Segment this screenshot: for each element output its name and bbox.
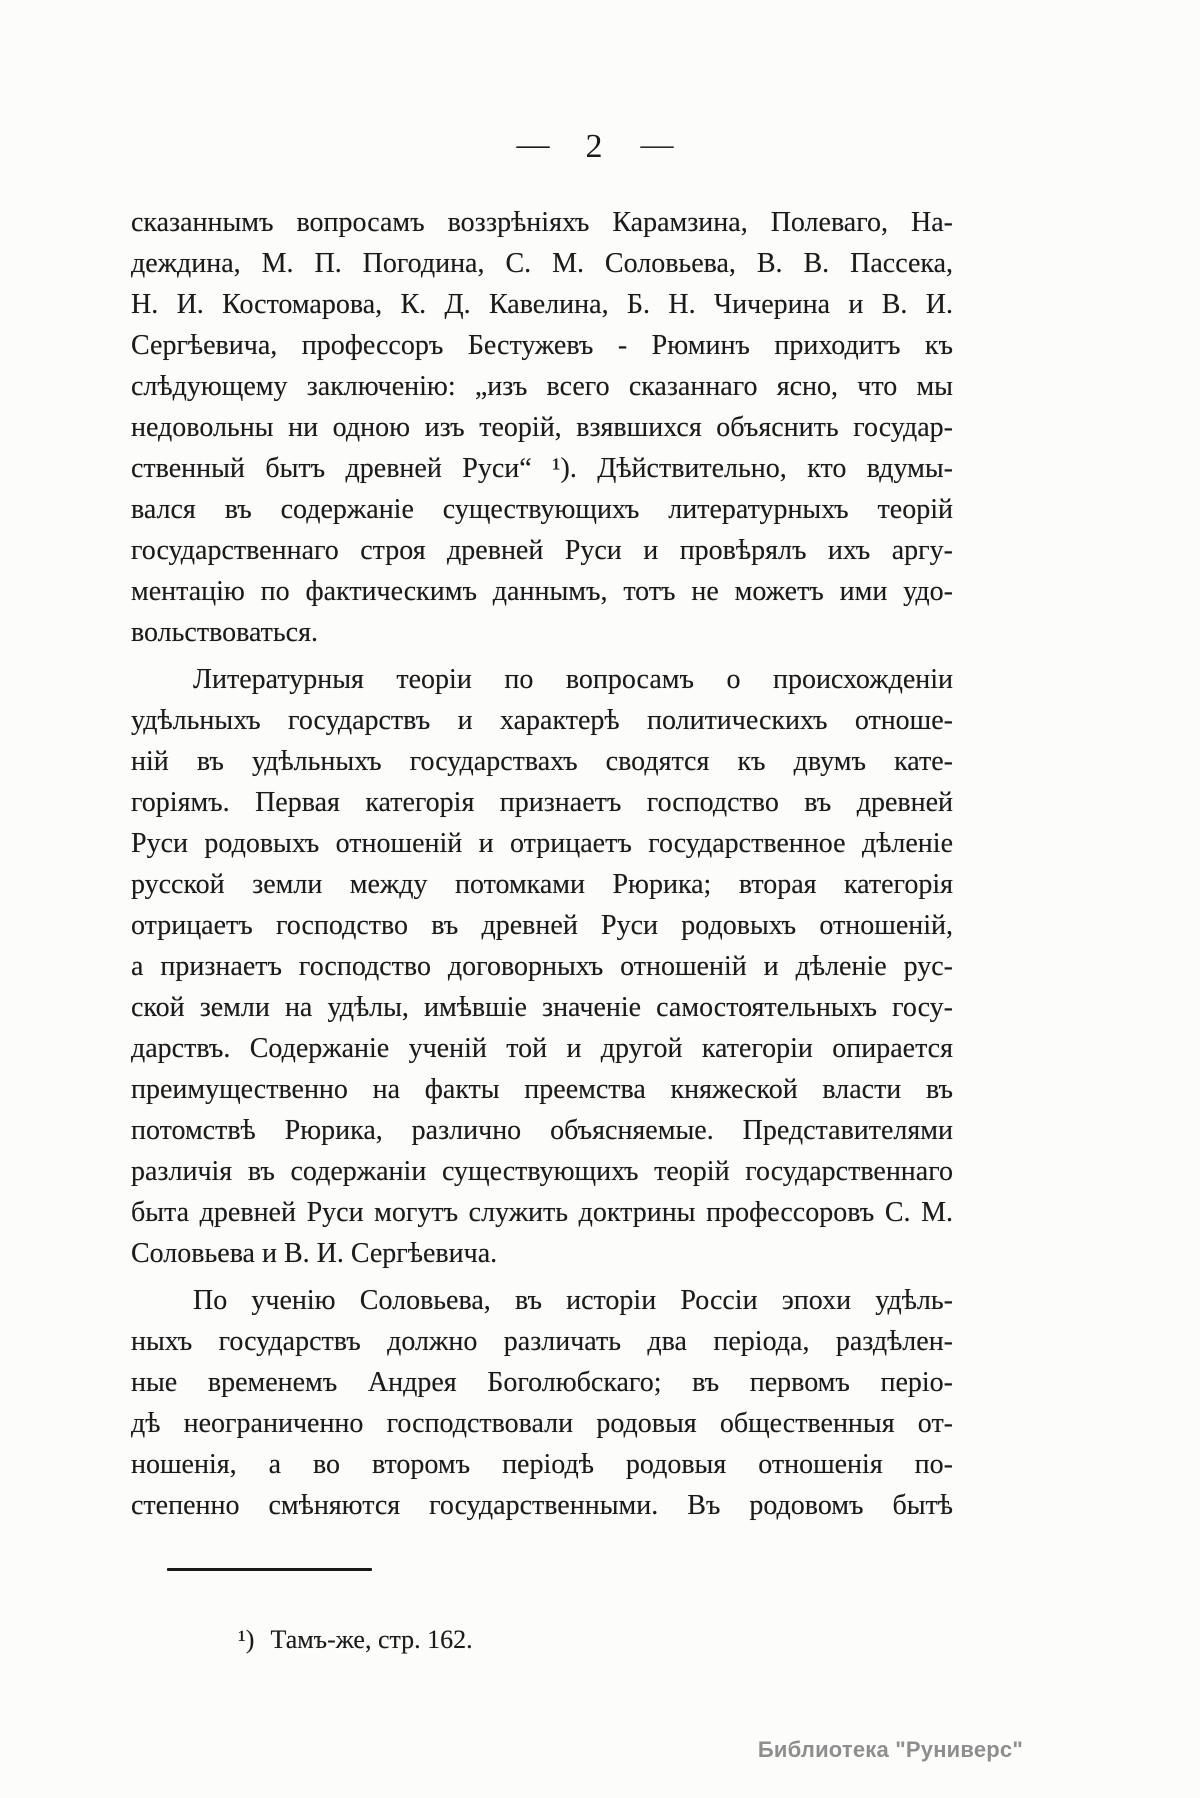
header-left-dash: — — [516, 126, 548, 163]
text-line: сказаннымъ вопросамъ воззрѣніяхъ Карамзина, Полеваго, На- — [131, 207, 953, 238]
footnote-divider — [167, 1568, 372, 1571]
text-line: вольствоваться. — [131, 617, 318, 648]
text-line: ныхъ государствъ должно различать два періода, раздѣлен- — [131, 1326, 953, 1357]
text-line: ные временемъ Андрея Боголюбскаго; въ первомъ періо- — [131, 1367, 953, 1398]
text-line: слѣдующему заключенію: „изъ всего сказаннаго ясно, что мы — [131, 371, 953, 402]
header-right-dash: — — [640, 126, 672, 163]
running-head — [0, 128, 1194, 166]
text-line: ственный бытъ древней Руси“ ¹). Дѣйствительно, кто вдумы- — [131, 453, 953, 484]
paragraph — [131, 1280, 953, 1526]
paragraph — [131, 659, 953, 1274]
page-number: 2 — [585, 128, 603, 165]
library-watermark: Библиотека "Руниверс" — [757, 1737, 1023, 1762]
text-line: ской земли на удѣлы, имѣвшіе значеніе самостоятельныхъ госу- — [131, 992, 953, 1023]
text-line: Руси родовыхъ отношеній и отрицаетъ государственное дѣленіе — [131, 828, 953, 859]
footnote-marker: ¹) — [238, 1625, 255, 1654]
text-line: вался въ содержаніе существующихъ литературныхъ теорій — [131, 494, 953, 525]
text-line: ментацію по фактическимъ даннымъ, тотъ не можетъ ими удо- — [131, 576, 953, 607]
text-line: горіямъ. Первая категорія признаетъ господство въ древней — [131, 787, 953, 818]
text-line: дѣ неограниченно господствовали родовыя общественныя от- — [131, 1408, 953, 1439]
body-text — [131, 202, 953, 1526]
text-line: удѣльныхъ государствъ и характерѣ политическихъ отноше- — [131, 705, 953, 736]
text-line: степенно смѣняются государственными. Въ родовомъ бытѣ — [131, 1490, 953, 1521]
text-line: Н. И. Костомарова, К. Д. Кавелина, Б. Н. Чичерина и В. И. — [131, 289, 953, 320]
text-line: отрицаетъ господство въ древней Руси родовыхъ отношеній, — [131, 910, 953, 941]
text-line: Сергѣевича, профессоръ Бестужевъ - Рюминъ приходитъ къ — [131, 330, 953, 361]
footnote-text: Тамъ-же, стр. 162. — [270, 1625, 473, 1654]
text-line: быта древней Руси могутъ служить доктрины профессоровъ С. М. — [131, 1197, 953, 1228]
footnote — [238, 1622, 473, 1658]
text-line: преимущественно на факты преемства княжеской власти въ — [131, 1074, 953, 1105]
text-line: недовольны ни одною изъ теорій, взявшихся объяснить государ- — [131, 412, 953, 443]
text-line: русской земли между потомками Рюрика; вторая категорія — [131, 869, 953, 900]
text-line: дарствъ. Содержаніе ученій той и другой категоріи опирается — [131, 1033, 953, 1064]
text-line: деждина, М. П. Погодина, С. М. Соловьева, В. В. Пассека, — [131, 248, 953, 279]
text-line: ношенія, а во второмъ періодѣ родовыя отношенія по- — [131, 1449, 953, 1480]
text-line: а признаетъ господство договорныхъ отношеній и дѣленіе рус- — [131, 951, 953, 982]
text-line: Литературныя теоріи по вопросамъ о происхожденіи — [193, 664, 953, 695]
text-line: государственнаго строя древней Руси и провѣрялъ ихъ аргу- — [131, 535, 953, 566]
text-line: По ученію Соловьева, въ исторіи Россіи эпохи удѣль- — [193, 1285, 953, 1316]
text-line: различія въ содержаніи существующихъ теорій государственнаго — [131, 1156, 953, 1187]
paragraph — [131, 202, 953, 653]
text-line: Соловьева и В. И. Сергѣевича. — [131, 1238, 498, 1269]
text-line: потомствѣ Рюрика, различно объясняемые. Представителями — [131, 1115, 953, 1146]
text-line: ній въ удѣльныхъ государствахъ сводятся къ двумъ кате- — [131, 746, 953, 777]
